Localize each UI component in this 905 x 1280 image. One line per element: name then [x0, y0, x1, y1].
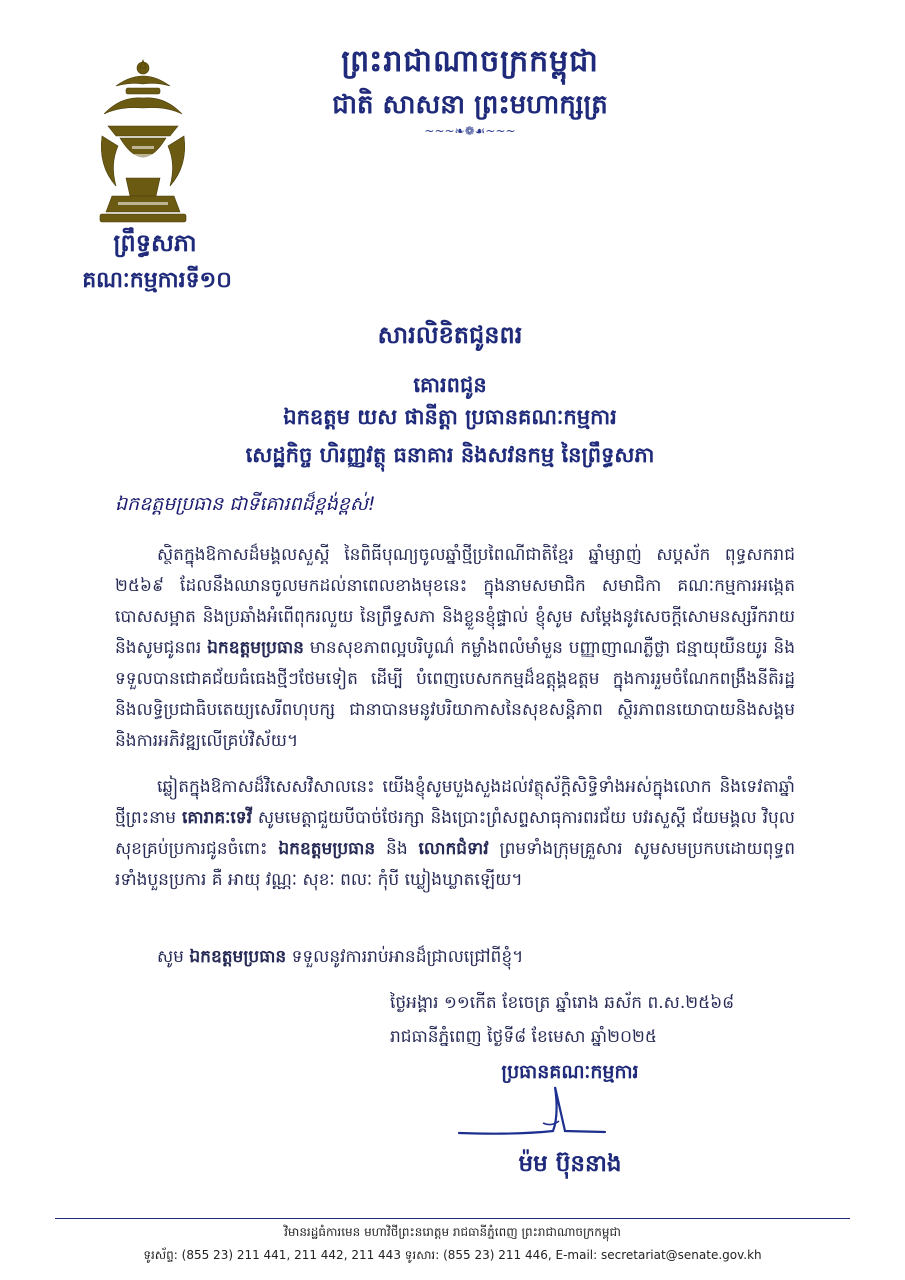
- body-paragraph-1: [115, 540, 795, 757]
- salutation: ឯកឧត្តមប្រធាន ជាទីគោរពដ៏ខ្ពង់ខ្ពស់!: [115, 493, 376, 515]
- paragraph-text: សូមមេត្តាជួយបីបាច់ថែរក្សា និងប្រោះព្រំសព្ទសាធុការពរជ័យ បវរសួស្តី ជ័យមង្គល វិបុលសុខគ្រប់ប្រការជូនចំពោះ: [115, 808, 795, 859]
- kingdom-heading: ព្រះរាជាណាចក្រកម្ពុជា: [341, 44, 599, 79]
- emphasis-president: ឯកឧត្តមប្រធាន: [207, 638, 304, 658]
- commission-name: គណៈកម្មការទី១០: [82, 268, 232, 293]
- emphasis-lady: លោកជំទាវ: [418, 839, 489, 859]
- emphasis-president: ឯកឧត្តមប្រធាន: [189, 947, 287, 967]
- solar-date: រាជធានីភ្នំពេញ ថ្ងៃទី៨ ខែមេសា ឆ្នាំ២០២៥: [390, 1027, 657, 1047]
- recipient-to: គោរពជូន: [413, 373, 487, 397]
- footer-address: វិមានរដ្ឋធំការមេន មហាវិថីព្រះនរោត្តម រាជធានីភ្នំពេញ ព្រះរាជាណាចក្រកម្ពុជា: [284, 1225, 621, 1239]
- paragraph-text: មានសុខភាពល្អបរិបូណ៌ កម្លាំងពលំមាំមួន បញ្ញាញាណភ្លឺថ្លា ជន្មាយុយឺនយូរ និងទទួលបានជោគជ័យធំធេងថ្មីៗថែមទៀត ដើម្បី បំពេញបេសកកម្មដ៏ឧត្តុង្គឧត្តម ក្នុងការរួមចំណែកពង្រឹងនីតិរដ្ឋ និងលទ្ធិប្រជាធិបតេយ្យសេរីពហុបក្ស ជានាបានមនូវបរិយាកាសនៃសុខសន្តិភាព ស្ថិរភាពនយោបាយនិងសង្គម និងការអភិវឌ្ឍលើគ្រប់វិស័យ។: [115, 638, 795, 751]
- signatory-name: ម៉ម ប៊ុននាង: [518, 1151, 622, 1177]
- closing-line: [115, 946, 795, 971]
- signatory-position: ប្រធានគណៈកម្មការ: [501, 1061, 639, 1083]
- footer-divider: [55, 1218, 850, 1219]
- recipient-line-1: ឯកឧត្តម យស ផានីត្តា ប្រធានគណៈកម្មការ: [283, 405, 617, 429]
- recipient-line-2: សេដ្ឋកិច្ច ហិរញ្ញវត្ថុ ធនាគារ និងសវនកម្ម នៃព្រឹទ្ធសភា: [245, 443, 655, 467]
- paragraph-text: ឆ្លៀតក្នុងឱកាសដ៏វិសេសវិសាលនេះ យើងខ្ញុំសូមបួងសួងដល់វត្ថុស័ក្តិសិទ្ធិទាំងអស់ក្នុងលោក និងទេវតាឆ្នាំថ្មីព្រះនាម: [115, 777, 795, 828]
- handwritten-signature: [455, 1075, 615, 1145]
- paragraph-text: និង: [375, 839, 419, 859]
- institution-name: ព្រឹទ្ធសភា: [113, 229, 197, 257]
- ornament-divider: ~~~❧❁☙~~~: [424, 124, 516, 138]
- emphasis-president: ឯកឧត្តមប្រធាន: [278, 839, 376, 859]
- paragraph-text: ស្ថិតក្នុងឱកាសដ៏មង្គលសួស្តី នៃពិធីបុណ្យចូលឆ្នាំថ្មីប្រពៃណីជាតិខ្មែរ ឆ្នាំម្សាញ់ សប្តស័ក ពុទ្ធសករាជ ២៥៦៩ ដែលនឹងឈានចូលមកដល់នាពេលខាងមុខនេះ ក្នុងនាមសមាជិក សមាជិកា គណៈកម្មការអង្កេត បោសសម្អាត និងប្រឆាំងអំពើពុករលួយ នៃព្រឹទ្ធសភា និងខ្លួនខ្ញុំផ្ទាល់ ខ្ញុំសូម សម្តែងនូវសេចក្តីសោមនស្សរីករាយ និងសូមជូនពរ: [115, 545, 795, 658]
- emphasis-deity: គោរាគៈទេវី: [182, 808, 252, 828]
- lunar-date: ថ្ងៃអង្គារ ១១កើត ខែចេត្រ ឆ្នាំរោង ឆស័ក ព.ស.២៥៦៨: [390, 993, 735, 1013]
- paragraph-text: ព្រមទាំងក្រុមគ្រួសារ សូមសមប្រកបដោយពុទ្ធពរទាំងបួនប្រការ គឺ អាយុ វណ្ណៈ សុខៈ ពលៈ កុំបី ឃ្លៀងឃ្លាតឡើយ។: [115, 839, 796, 890]
- national-motto: ជាតិ សាសនា ព្រះមហាក្សត្រ: [332, 90, 608, 120]
- footer-contact: ទូរស័ព្ទ: (855 23) 211 441, 211 442, 211 443 ទូរសារ: (855 23) 211 446, E-mail: secretariat@senate.gov.kh: [143, 1248, 762, 1262]
- body-paragraph-2: [115, 772, 795, 896]
- closing-text: ទទួលនូវការរាប់អានដ៏ជ្រាលជ្រៅពីខ្ញុំ។: [286, 947, 524, 967]
- closing-text: សូម: [157, 947, 190, 967]
- document-title: សារលិខិតជូនពរ: [377, 321, 523, 349]
- senate-emblem-icon: [96, 56, 191, 226]
